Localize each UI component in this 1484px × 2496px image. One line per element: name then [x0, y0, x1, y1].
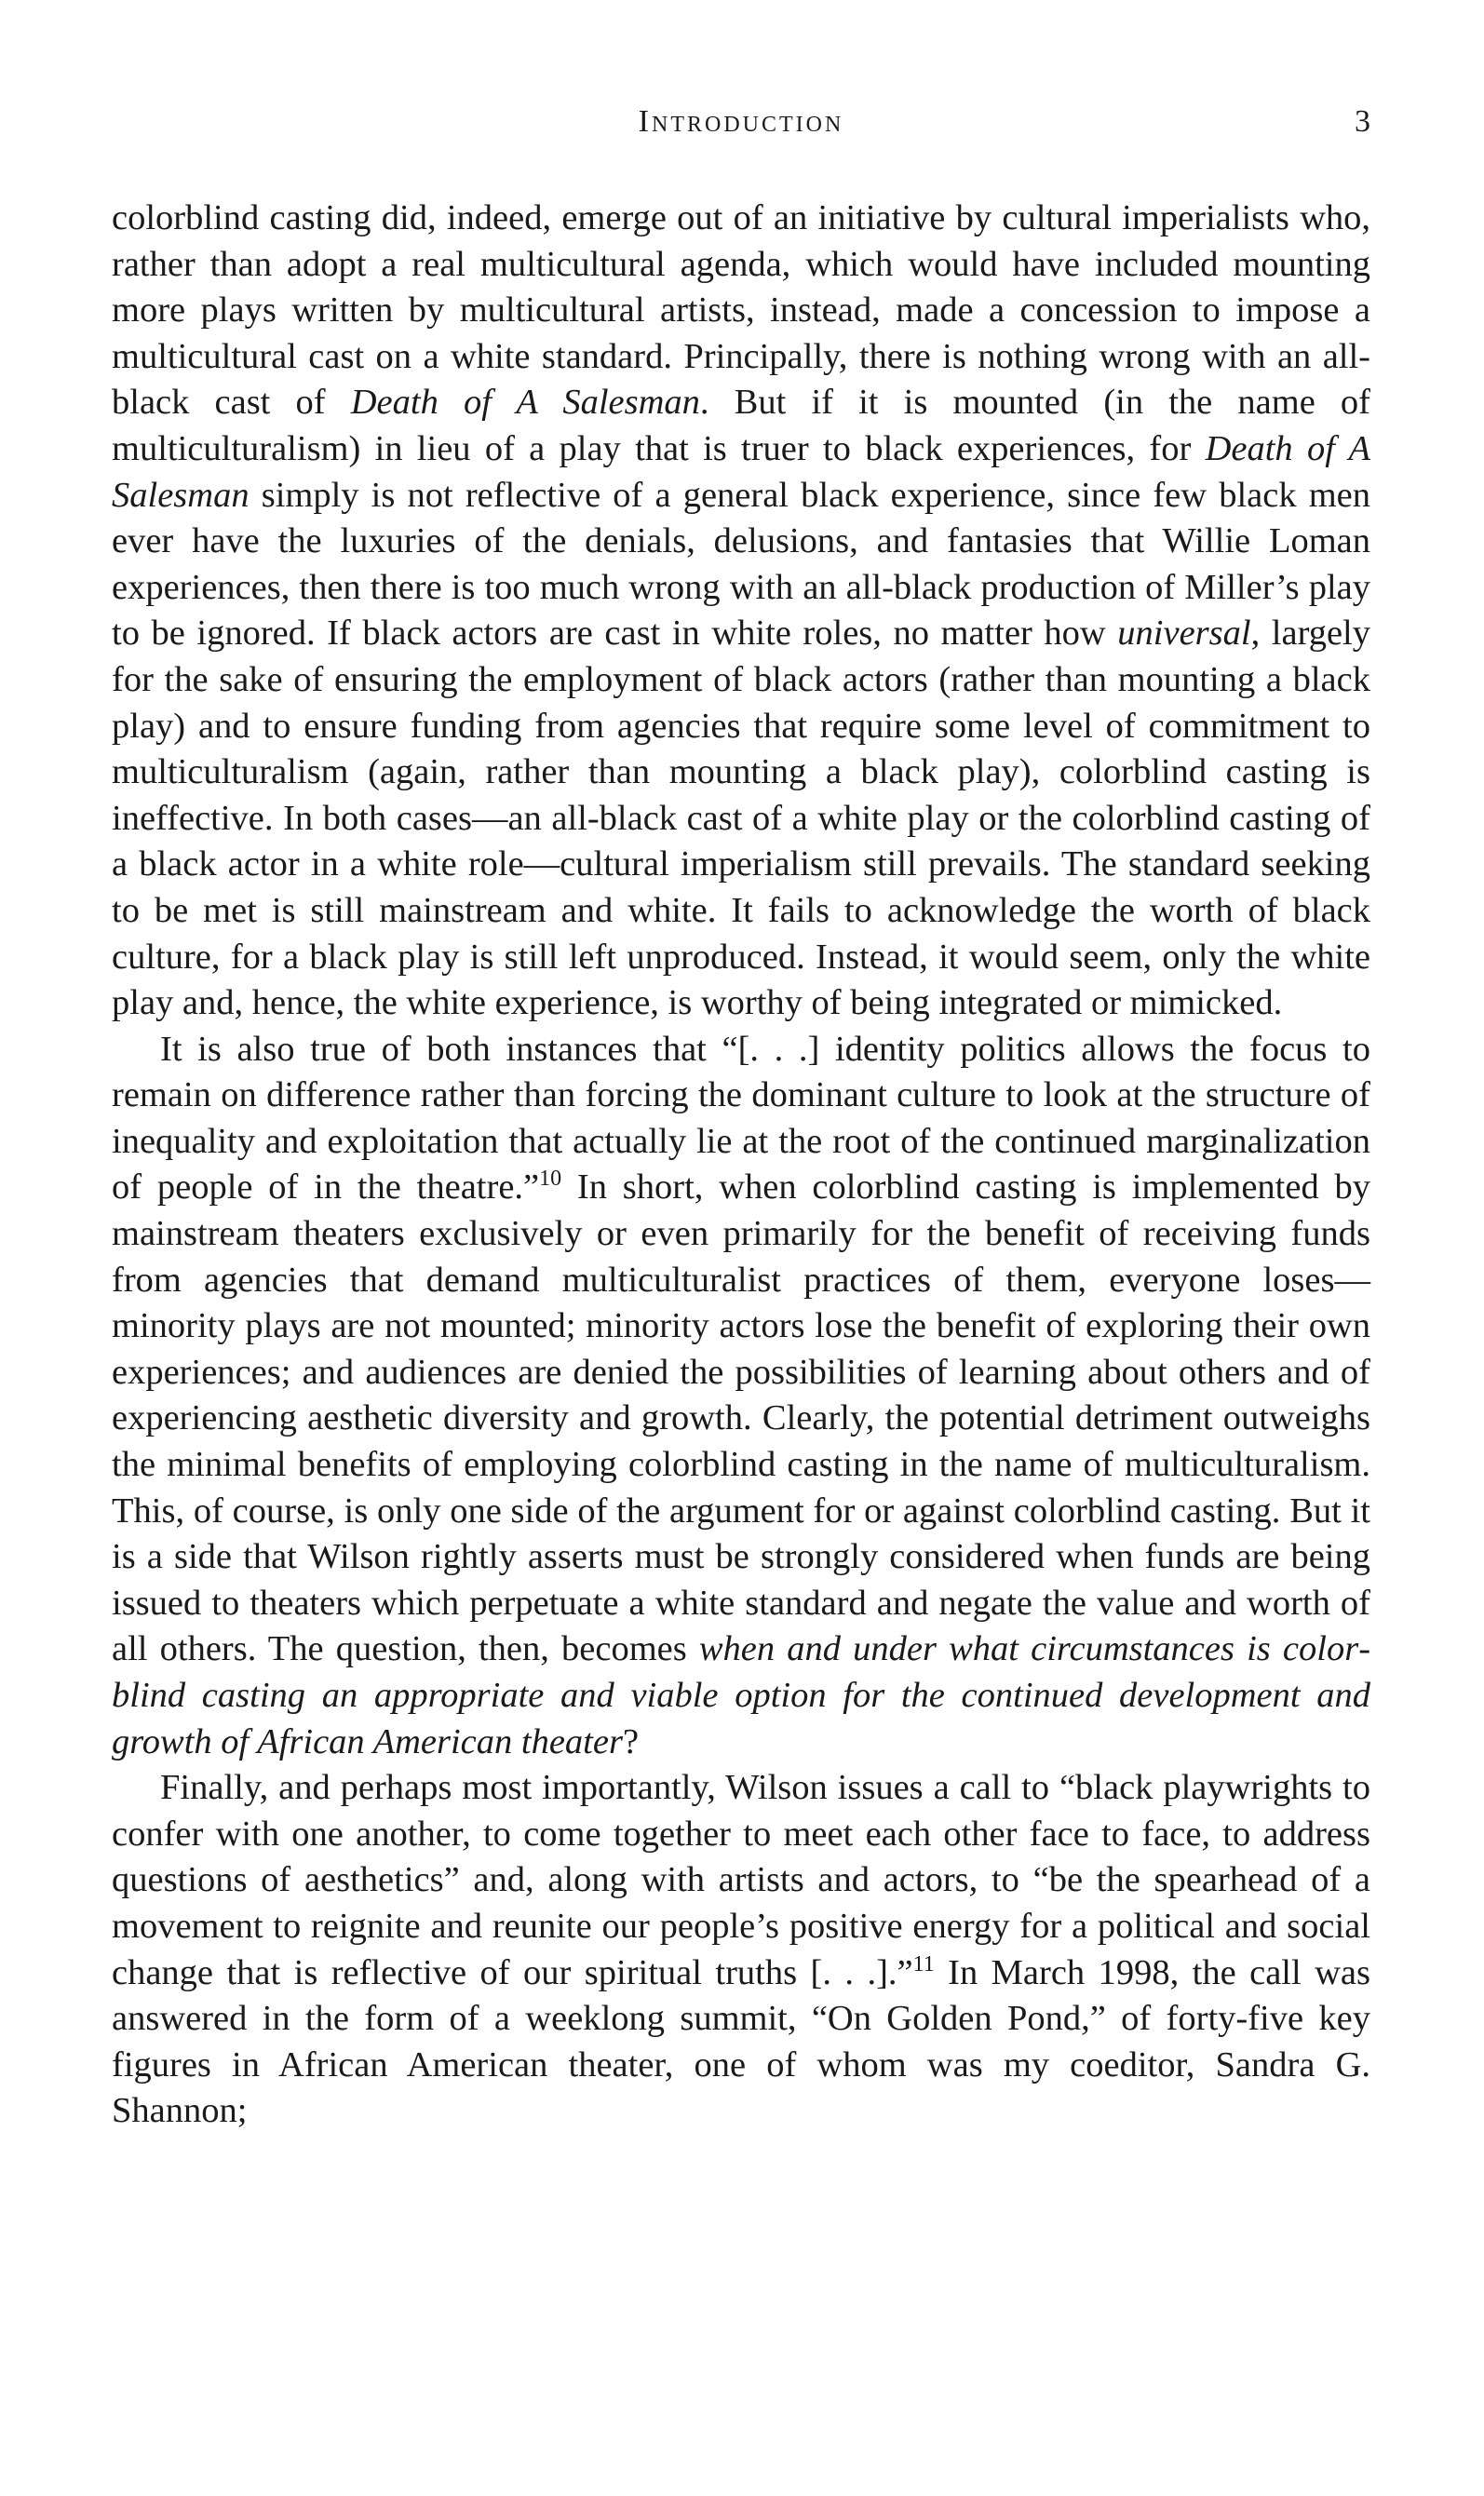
paragraph-1-title-b: Death of A Salesman: [112, 428, 1370, 515]
paragraph-3-text-b: In March 1998, the call was answered in the form of a weeklong summit, “On Golden Pond,” of forty-five key figures in African American theater, one of whom was my coeditor, Sandra G. Shannon;: [112, 1952, 1371, 2131]
page-number: 3: [1355, 104, 1370, 139]
footnote-ref-10: 10: [539, 1167, 562, 1192]
paragraph-1-text-b: . But if it is mounted (in the name of multiculturalism) in lieu of a play that is truer to black experiences, for: [112, 383, 1370, 468]
paragraph-2: [112, 1027, 1370, 1766]
paragraph-2-question: when and under what circumstances is colorblind casting an appropriate and viable option for the continued development and growth of African American theater: [112, 1629, 1371, 1761]
body-text: [112, 196, 1370, 2135]
paragraph-1-text-a: colorblind casting did, indeed, emerge out of an initiative by cultural imperialists who, rather than adopt a real multicultural agenda, which would have included mounting more plays written by multicultural artists, instead, made a concession to impose a multicultural cast on a white standard. Principally, there is nothing wrong with an all-black cast of: [112, 198, 1370, 423]
paragraph-3-text-a: Finally, and perhaps most importantly, Wilson issues a call to “black playwrights to confer with one another, to come together to meet each other face to face, to address questions of aesthetics” and, along with artists and actors, to “be the spearhead of a movement to reignite and reunite our people’s positive energy for a political and social change that is reflective of our spiritual truths [. . .].”: [112, 1768, 1370, 1992]
running-title: Introduction: [638, 104, 844, 139]
paragraph-2-text-a: It is also true of both instances that “[. . .] identity politics allows the focus to remain on difference rather than forcing the dominant culture to look at the structure of inequality and exploitation that actually lie at the root of the continued marginalization of people of in the theatre.”: [112, 1029, 1370, 1208]
running-head: [112, 104, 1370, 151]
paragraph-2-text-c: ?: [622, 1721, 640, 1761]
paragraph-1-emphasis: universal: [1117, 614, 1251, 654]
paragraph-2-text-b: In short, when colorblind casting is implemented by mainstream theaters exclusively or even primarily for the benefit of receiving funds from agencies that demand multiculturalist practices of them, everyone loses—minority plays are not mounted; minority actors lose the benefit of exploring their own experiences; and audiences are denied the possibilities of learning about others and of experiencing aesthetic diversity and growth. Clearly, the potential detriment outweighs the minimal benefits of employing colorblind casting in the name of multiculturalism. This, of course, is only one side of the argument for or against colorblind casting. But it is a side that Wilson rightly asserts must be strongly considered when funds are being issued to theaters which perpetuate a white standard and negate the value and worth of all others. The question, then, becomes: [112, 1167, 1370, 1669]
paragraph-3: [112, 1765, 1370, 2135]
paragraph-1-text-c: simply is not reflective of a general black experience, since few black men ever have the luxuries of the denials, delusions, and fantasies that Willie Loman experiences, then there is too much wrong with an all-black production of Miller’s play to be ignored. If black actors are cast in white roles, no matter how: [112, 475, 1370, 654]
paragraph-1-text-d: , largely for the sake of ensuring the employment of black actors (rather than mounting a black play) and to ensure funding from agencies that require some level of commitment to multiculturalism (again, rather than mounting a black play), colorblind casting is ineffective. In both cases—an all-black cast of a white play or the colorblind casting of a black actor in a white role—cultural imperialism still prevails. The standard seeking to be met is still mainstream and white. It fails to acknowledge the worth of black culture, for a black play is still left unproduced. Instead, it would seem, only the white play and, hence, the white experience, is worthy of being integrated or mimicked.: [112, 614, 1370, 1023]
book-page: [112, 0, 1370, 2496]
paragraph-1: [112, 196, 1370, 1027]
footnote-ref-11: 11: [912, 1951, 935, 1977]
paragraph-1-title-a: Death of A Salesman: [350, 383, 700, 423]
